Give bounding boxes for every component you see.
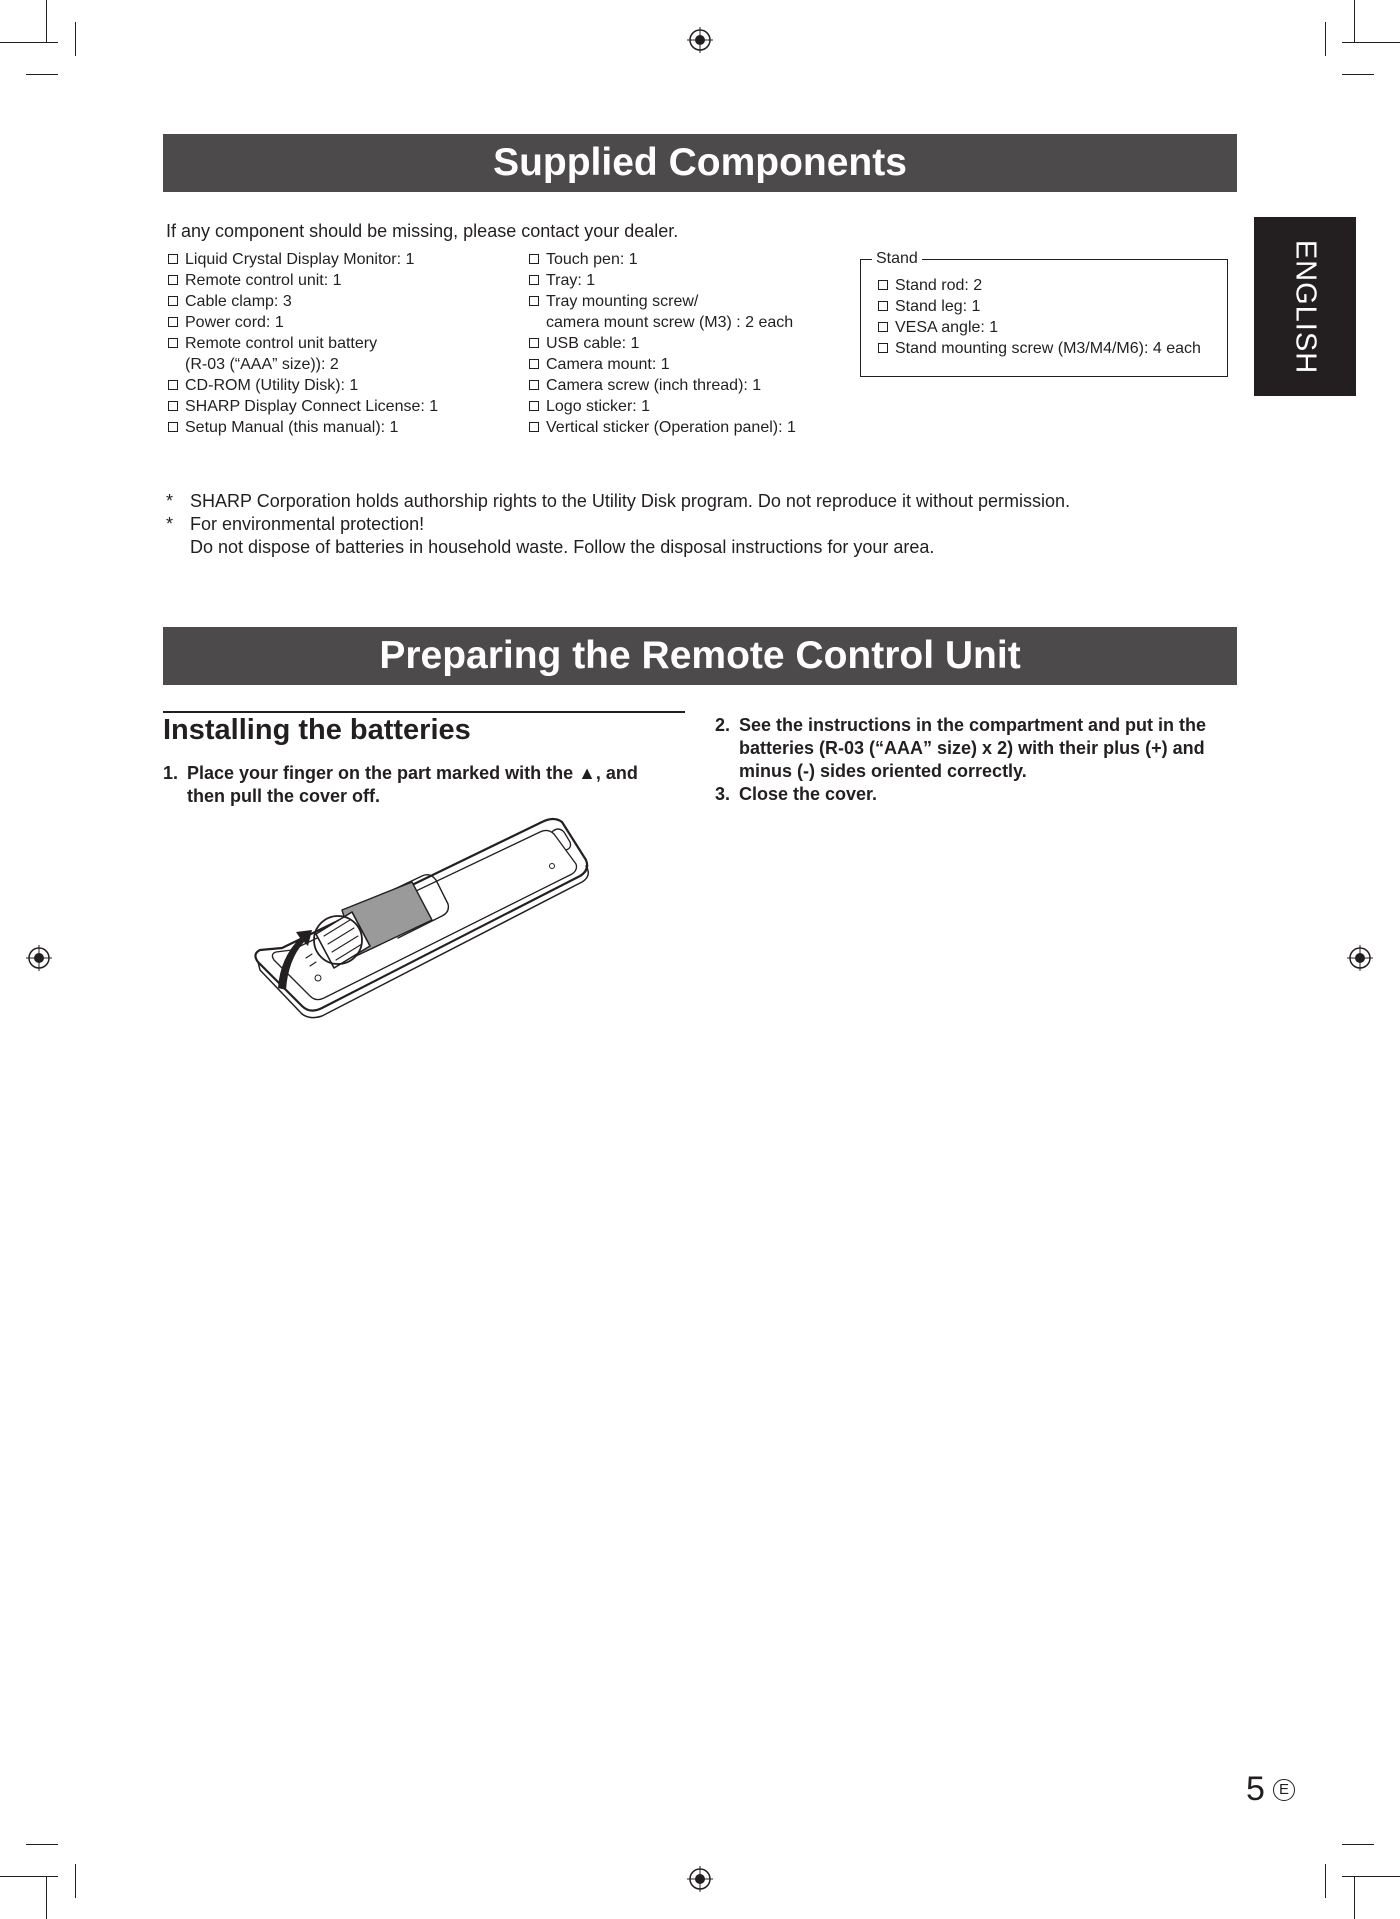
- registration-mark-icon: [687, 1866, 713, 1892]
- checkbox-icon: [529, 296, 539, 306]
- checklist-item: [166, 270, 506, 291]
- checklist-item-text: CD-ROM (Utility Disk): 1: [185, 377, 359, 394]
- checklist-item: [876, 338, 1221, 359]
- checkbox-icon: [168, 275, 178, 285]
- checklist-item-text: USB cable: 1: [546, 335, 640, 352]
- checklist-item-text: Touch pen: 1: [546, 251, 638, 268]
- checklist-item-text: Remote control unit battery: [185, 335, 378, 352]
- subheading-rule: [163, 711, 685, 713]
- instruction-steps-right: [715, 714, 1235, 806]
- checklist-item-text: Stand mounting screw (M3/M4/M6): 4 each: [895, 340, 1201, 357]
- checklist-item: [527, 417, 857, 438]
- checkbox-icon: [168, 338, 178, 348]
- checklist-item-text: Cable clamp: 3: [185, 293, 292, 310]
- checklist-item-text: Camera mount: 1: [546, 356, 670, 373]
- note-marker: *: [166, 514, 174, 534]
- checklist-item: [527, 270, 857, 291]
- checkbox-icon: [529, 275, 539, 285]
- checklist-item: [166, 291, 506, 312]
- checkbox-icon: [878, 343, 888, 353]
- checklist-item: [166, 249, 506, 270]
- checkbox-icon: [878, 322, 888, 332]
- checklist-item-text: Logo sticker: 1: [546, 398, 651, 415]
- step-text: Place your finger on the part marked with the ▲, and: [187, 763, 638, 783]
- component-list-column-1: [166, 249, 506, 438]
- checklist-item: [166, 312, 506, 333]
- page-number: 5: [1246, 1770, 1265, 1808]
- checklist-item-text: Vertical sticker (Operation panel): 1: [546, 419, 796, 436]
- instruction-steps-left: [163, 762, 683, 808]
- note-text: Do not dispose of batteries in household waste. Follow the disposal instructions for your area.: [190, 537, 935, 557]
- checklist-item-text: Camera screw (inch thread): 1: [546, 377, 762, 394]
- note: [166, 490, 1246, 513]
- checklist-item-text: Stand leg: 1: [895, 298, 981, 315]
- checkbox-icon: [168, 422, 178, 432]
- remote-control-heading: Preparing the Remote Control Unit: [163, 627, 1237, 685]
- checklist-item: [166, 333, 506, 375]
- checklist-item: [166, 417, 506, 438]
- checkbox-icon: [529, 359, 539, 369]
- step-text: Close the cover.: [739, 784, 878, 804]
- supplied-notes: [166, 490, 1246, 559]
- checklist-item-text: Power cord: 1: [185, 314, 284, 331]
- checklist-item: [166, 396, 506, 417]
- checklist-item-text: Setup Manual (this manual): 1: [185, 419, 399, 436]
- step-text: minus (-) sides oriented correctly.: [739, 761, 1027, 781]
- checkbox-icon: [529, 380, 539, 390]
- checklist-item: [876, 275, 1221, 296]
- checklist-item: [876, 296, 1221, 317]
- step-number: 2.: [715, 715, 731, 735]
- checklist-item-text: Tray: 1: [546, 272, 596, 289]
- checklist-item-text: camera mount screw (M3) : 2 each: [546, 314, 794, 331]
- supplied-intro: If any component should be missing, please contact your dealer.: [166, 221, 679, 241]
- instruction-step: [715, 783, 1235, 806]
- checklist-item: [527, 375, 857, 396]
- checkbox-icon: [878, 280, 888, 290]
- instruction-step: [715, 714, 1235, 783]
- step-text: batteries (R-03 (“AAA” size) x 2) with their plus (+) and: [739, 738, 1205, 758]
- supplied-components-heading: Supplied Components: [163, 134, 1237, 192]
- installing-batteries-subheading: Installing the batteries: [163, 714, 471, 746]
- note-marker: *: [166, 491, 174, 511]
- checklist-item: [527, 396, 857, 417]
- checklist-item-text: Stand rod: 2: [895, 277, 983, 294]
- checklist-item-text: VESA angle: 1: [895, 319, 999, 336]
- checklist-item: [166, 375, 506, 396]
- checklist-item: [527, 333, 857, 354]
- registration-mark-icon: [26, 945, 52, 971]
- checklist-item: [527, 291, 857, 333]
- checklist-item-text: (R-03 (“AAA” size)): 2: [185, 356, 339, 373]
- checklist-item-text: Tray mounting screw/: [546, 293, 699, 310]
- step-text: then pull the cover off.: [187, 786, 381, 806]
- instruction-step: [163, 762, 683, 808]
- checklist-item: [527, 354, 857, 375]
- registration-mark-icon: [687, 27, 713, 53]
- checkbox-icon: [168, 380, 178, 390]
- checklist-item-text: SHARP Display Connect License: 1: [185, 398, 439, 415]
- stand-group-title: Stand: [872, 249, 922, 269]
- checklist-item-text: Liquid Crystal Display Monitor: 1: [185, 251, 415, 268]
- component-list-column-2: [527, 249, 857, 438]
- language-tab-label: ENGLISH: [1289, 239, 1322, 374]
- checkbox-icon: [878, 301, 888, 311]
- checkbox-icon: [168, 254, 178, 264]
- checkbox-icon: [529, 422, 539, 432]
- checkbox-icon: [529, 401, 539, 411]
- checkbox-icon: [529, 338, 539, 348]
- remote-control-battery-illustration: [252, 808, 598, 1020]
- checklist-item: [876, 317, 1221, 338]
- checklist-item-text: Remote control unit: 1: [185, 272, 342, 289]
- stand-component-list: [876, 275, 1221, 359]
- language-tab: [1254, 217, 1356, 396]
- checkbox-icon: [168, 296, 178, 306]
- registration-mark-icon: [1347, 945, 1373, 971]
- step-number: 3.: [715, 784, 731, 804]
- checkbox-icon: [168, 401, 178, 411]
- note-text: SHARP Corporation holds authorship rights to the Utility Disk program. Do not reproduce it without permission.: [190, 491, 1071, 511]
- checkbox-icon: [529, 254, 539, 264]
- page-suffix-badge: [1273, 1779, 1295, 1801]
- checkbox-icon: [168, 317, 178, 327]
- page-suffix: E: [1278, 1781, 1289, 1798]
- step-number: 1.: [163, 763, 179, 783]
- note-text: For environmental protection!: [190, 514, 425, 534]
- checklist-item: [527, 249, 857, 270]
- step-text: See the instructions in the compartment and put in the: [739, 715, 1207, 735]
- note: [166, 513, 1246, 559]
